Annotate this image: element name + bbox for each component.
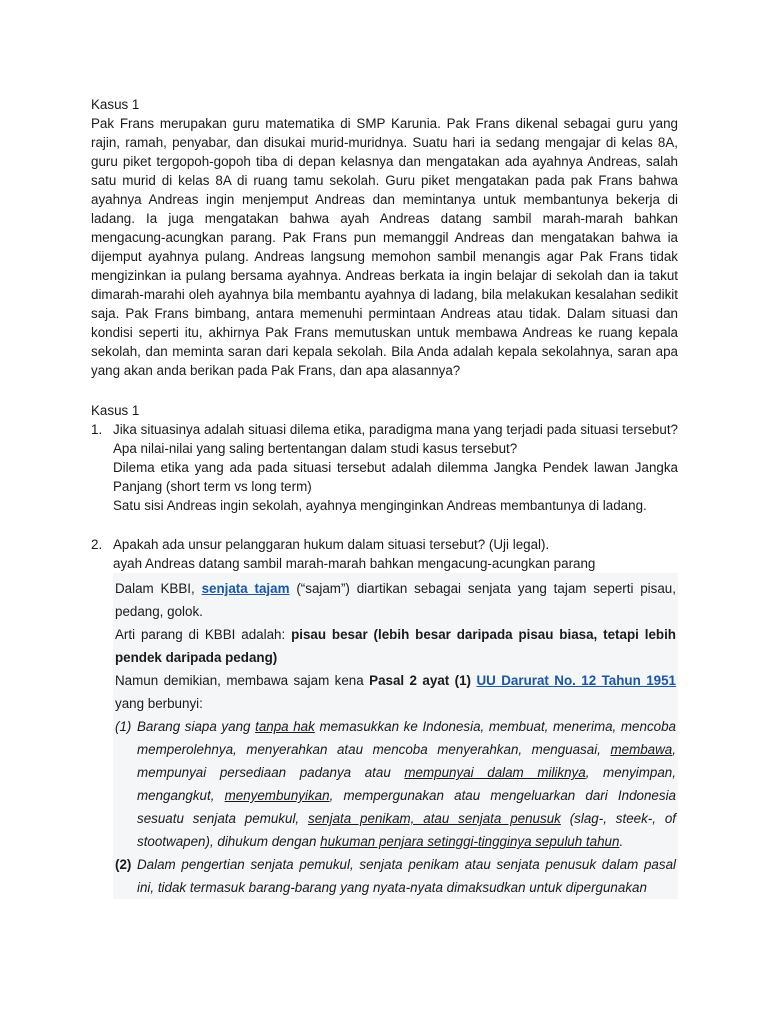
uu-darurat-link[interactable]: UU Darurat No. 12 Tahun 1951 [476, 673, 676, 688]
question-1-answer-1: Dilema etika yang ada pada situasi tersebut adalah dilemma Jangka Pendek lawan Jangka Panjang (short term vs long term) [113, 460, 678, 494]
law-post-text: yang berbunyi: [115, 696, 203, 711]
law-reference [115, 669, 676, 715]
parang-definition [115, 623, 676, 669]
law-pre-text: Namun demikian, membawa sajam kena [115, 673, 364, 688]
law-item-2 [115, 853, 676, 899]
law-item-2-text: Dalam pengertian senjata pemukul, senjata penikam atau senjata penusuk dalam pasal ini, tidak termasuk barang-barang yang nyata-nyata dimaksudkan untuk dipergunakan [137, 857, 676, 895]
question-1-number: 1. [91, 422, 103, 437]
question-1-answer-2: Satu sisi Andreas ingin sekolah, ayahnya menginginkan Andreas membantunya di ladang. [113, 498, 647, 513]
law-item-1-text-e: , mempergunakan atau mengeluarkan dari Indonesia sesuatu senjata pemukul, [137, 788, 676, 826]
law-item-1-underline-3: mempunyai dalam miliknya [404, 765, 586, 780]
question-1 [91, 420, 678, 515]
question-2-text: Apakah ada unsur pelanggaran hukum dalam situasi tersebut? (Uji legal). [113, 537, 550, 552]
kbbi-pre-text: Dalam KBBI, [115, 581, 195, 596]
law-item-1-text-f: (slag-, steek-, of stootwapen), dihukum dengan [137, 811, 676, 849]
question-2 [91, 535, 678, 899]
kbbi-definition [115, 577, 676, 623]
law-item-1 [115, 715, 676, 853]
legal-quote-box [113, 573, 678, 899]
law-item-1-underline-2: membawa [610, 742, 673, 757]
senjata-tajam-link[interactable]: senjata tajam [201, 581, 290, 596]
law-item-1-underline-1: tanpa hak [255, 719, 315, 734]
law-item-1-text-d: , menyimpan, mengangkut, [137, 765, 676, 803]
question-list [91, 420, 678, 899]
case-heading: Kasus 1 [91, 97, 140, 112]
law-item-1-underline-5: senjata penikam, atau senjata penusuk [308, 811, 561, 826]
law-item-1-text-c: , mempunyai persediaan padanya atau [137, 742, 676, 780]
law-item-1-underline-4: menyembunyikan [224, 788, 330, 803]
law-article: Pasal 2 ayat (1) [369, 673, 472, 688]
parang-pre-text: Arti parang di KBBI adalah: [115, 627, 286, 642]
question-1-text: Jika situasinya adalah situasi dilema etika, paradigma mana yang terjadi pada situasi tersebut? Apa nilai-nilai yang saling bertentangan dalam studi kasus tersebut? [113, 422, 678, 456]
question-2-number: 2. [91, 537, 103, 552]
question-2-answer: ayah Andreas datang sambil marah-marah bahkan mengacung-acungkan parang [113, 556, 596, 571]
case-description: Pak Frans merupakan guru matematika di SMP Karunia. Pak Frans dikenal sebagai guru yang rajin, ramah, penyabar, dan disukai murid-muridnya. Suatu hari ia sedang mengajar di kelas 8A, guru piket tergopoh-gopoh tiba di depan kelasnya dan mengatakan ada ayahnya Andreas, salah satu murid di kelas 8A di ruang tamu sekolah. Guru piket mengatakan pada pak Frans bahwa ayahnya Andreas ingin menjemput Andreas dan memintanya untuk membantunya bekerja di ladang. Ia juga mengatakan bahwa ayah Andreas datang sambil marah-marah bahkan mengacung-acungkan parang. Pak Frans pun memanggil Andreas dan mengatakan bahwa ia dijemput ayahnya pulang. Andreas langsung memohon sambil menangis agar Pak Frans tidak mengizinkan ia pulang bersama ayahnya. Andreas berkata ia ingin belajar di sekolah dan ia takut dimarah-marahi oleh ayahnya bila membantu ayahnya di ladang, bila melakukan kesalahan sedikit saja. Pak Frans bimbang, antara memenuhi permintaan Andreas atau tidak. Dalam situasi dan kondisi seperti itu, akhirnya Pak Frans memutuskan untuk membawa Andreas ke ruang kepala sekolah, dan meminta saran dari kepala sekolah. Bila Anda adalah kepala sekolahnya, saran apa yang akan anda berikan pada Pak Frans, dan apa alasannya? [91, 116, 678, 378]
answers-heading: Kasus 1 [91, 403, 140, 418]
law-item-2-number: (2) [115, 857, 132, 872]
document-content [91, 95, 678, 899]
law-item-1-text-b: memasukkan ke Indonesia, membuat, menerima, mencoba memperolehnya, menyerahkan atau mencoba menyerahkan, menguasai, [137, 719, 676, 757]
law-item-1-text-g: . [619, 834, 624, 849]
law-item-1-number: (1) [115, 719, 132, 734]
law-item-1-text-a: Barang siapa yang [137, 719, 251, 734]
law-item-1-underline-6: hukuman penjara setinggi-tingginya sepuluh tahun [320, 834, 620, 849]
kbbi-post-text: (“sajam”) diartikan sebagai senjata yang tajam seperti pisau, pedang, golok. [115, 581, 676, 619]
parang-definition-text: pisau besar (lebih besar daripada pisau biasa, tetapi lebih pendek daripada pedang) [115, 627, 676, 665]
